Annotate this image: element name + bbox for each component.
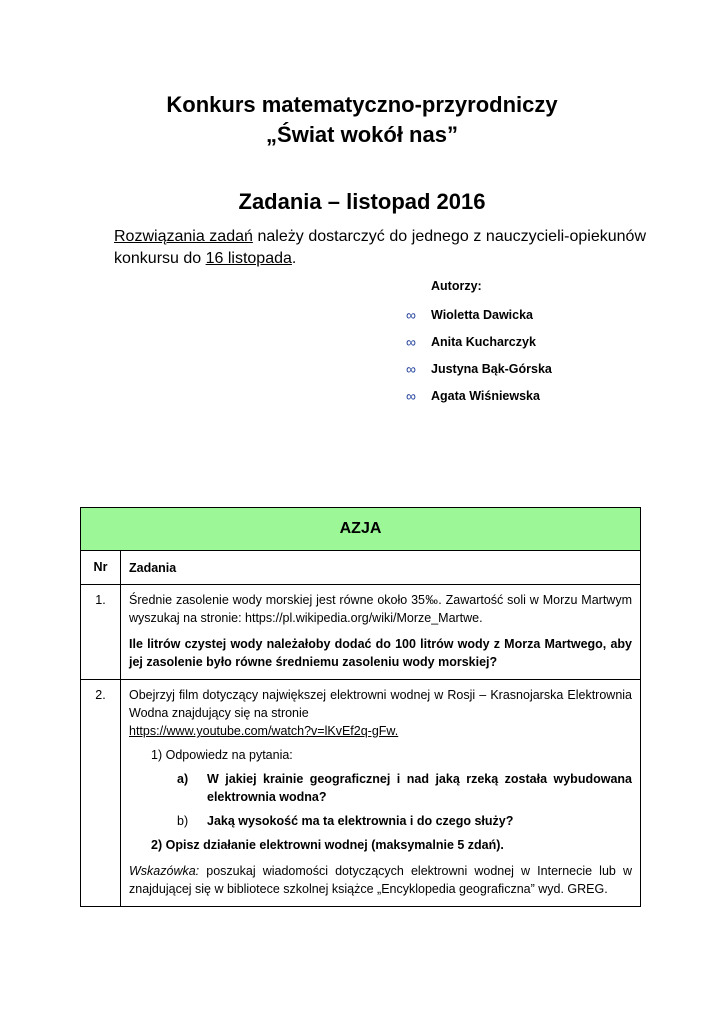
column-header-tasks: Zadania bbox=[121, 551, 641, 585]
title-line-2: „Świat wokół nas” bbox=[266, 122, 458, 147]
task-text-body: Obejrzyj film dotyczący największej elektrowni wodnej w Rosji – Krasnojarska Elektrownia Wodna znajdujący się na stronie bbox=[129, 688, 632, 720]
task-text: Średnie zasolenie wody morskiej jest równe około 35‰. Zawartość soli w Morzu Martwym wyszukaj na stronie: https://pl.wikipedia.org/wiki/Morze_Martwe. bbox=[129, 593, 632, 625]
authors-label: Autorzy: bbox=[431, 279, 482, 293]
infinity-bullet-icon: ∞ bbox=[406, 307, 416, 323]
infinity-bullet-icon: ∞ bbox=[406, 361, 416, 377]
hint-paragraph bbox=[129, 862, 632, 898]
task-number: 1. bbox=[81, 585, 121, 680]
sub-list-label: a) bbox=[177, 772, 189, 786]
tasks-table bbox=[80, 507, 641, 907]
list-item bbox=[129, 746, 632, 764]
column-header-row bbox=[81, 551, 641, 585]
hint-label: Wskazówka: bbox=[129, 864, 200, 878]
list-text: Opisz działanie elektrowni wodnej (maksymalnie 5 zdań). bbox=[165, 838, 504, 852]
intro-deadline: 16 listopada bbox=[205, 250, 292, 267]
intro-text: należy dostarczyć do jednego z nauczycieli-opiekunów konkursu do bbox=[114, 228, 647, 267]
sub-list-label: b) bbox=[177, 814, 189, 828]
subtitle: Zadania – listopad 2016 bbox=[238, 189, 486, 214]
task-question: Ile litrów czystej wody należałoby dodać do 100 litrów wody z Morza Martwego, aby jej zasolenie było równe średniemu zasoleniu wody morskiej? bbox=[129, 637, 632, 669]
task-number: 2. bbox=[81, 680, 121, 907]
video-link[interactable]: https://www.youtube.com/watch?v=lKvEf2q-gFw. bbox=[129, 724, 399, 738]
list-number: 2) bbox=[151, 838, 163, 852]
sub-list-text: Jaką wysokość ma ta elektrownia i do czego służy? bbox=[207, 814, 514, 828]
intro-paragraph bbox=[114, 226, 646, 270]
table-row bbox=[81, 680, 641, 907]
list-number: 1) bbox=[151, 748, 163, 762]
section-title: AZJA bbox=[81, 508, 641, 551]
task-text bbox=[129, 686, 632, 740]
author-name: Agata Wiśniewska bbox=[431, 389, 540, 403]
column-header-nr: Nr bbox=[81, 551, 121, 585]
infinity-bullet-icon: ∞ bbox=[406, 388, 416, 404]
section-header-row bbox=[81, 508, 641, 551]
list-item bbox=[129, 836, 632, 854]
task-content bbox=[121, 585, 641, 680]
intro-underlined-1: Rozwiązania zadań bbox=[114, 228, 253, 245]
intro-end: . bbox=[291, 250, 297, 267]
list-text: Odpowiedz na pytania: bbox=[165, 748, 293, 762]
infinity-bullet-icon: ∞ bbox=[406, 334, 416, 350]
author-name: Wioletta Dawicka bbox=[431, 308, 534, 322]
sub-list-text: W jakiej krainie geograficznej i nad jaką rzeką została wybudowana elektrownia wodna? bbox=[207, 772, 632, 804]
table-row bbox=[81, 585, 641, 680]
hint-text: poszukaj wiadomości dotyczących elektrowni wodnej w Internecie lub w znajdującej się w bibliotece szkolnej książce „Encyklopedia geograficzna” wyd. GREG. bbox=[129, 864, 632, 896]
author-name: Justyna Bąk-Górska bbox=[431, 362, 552, 376]
task-content bbox=[121, 680, 641, 907]
sub-list-item bbox=[129, 770, 632, 806]
sub-list-item bbox=[129, 812, 632, 830]
author-name: Anita Kucharczyk bbox=[431, 335, 536, 349]
title-line-1: Konkurs matematyczno-przyrodniczy bbox=[166, 92, 558, 117]
